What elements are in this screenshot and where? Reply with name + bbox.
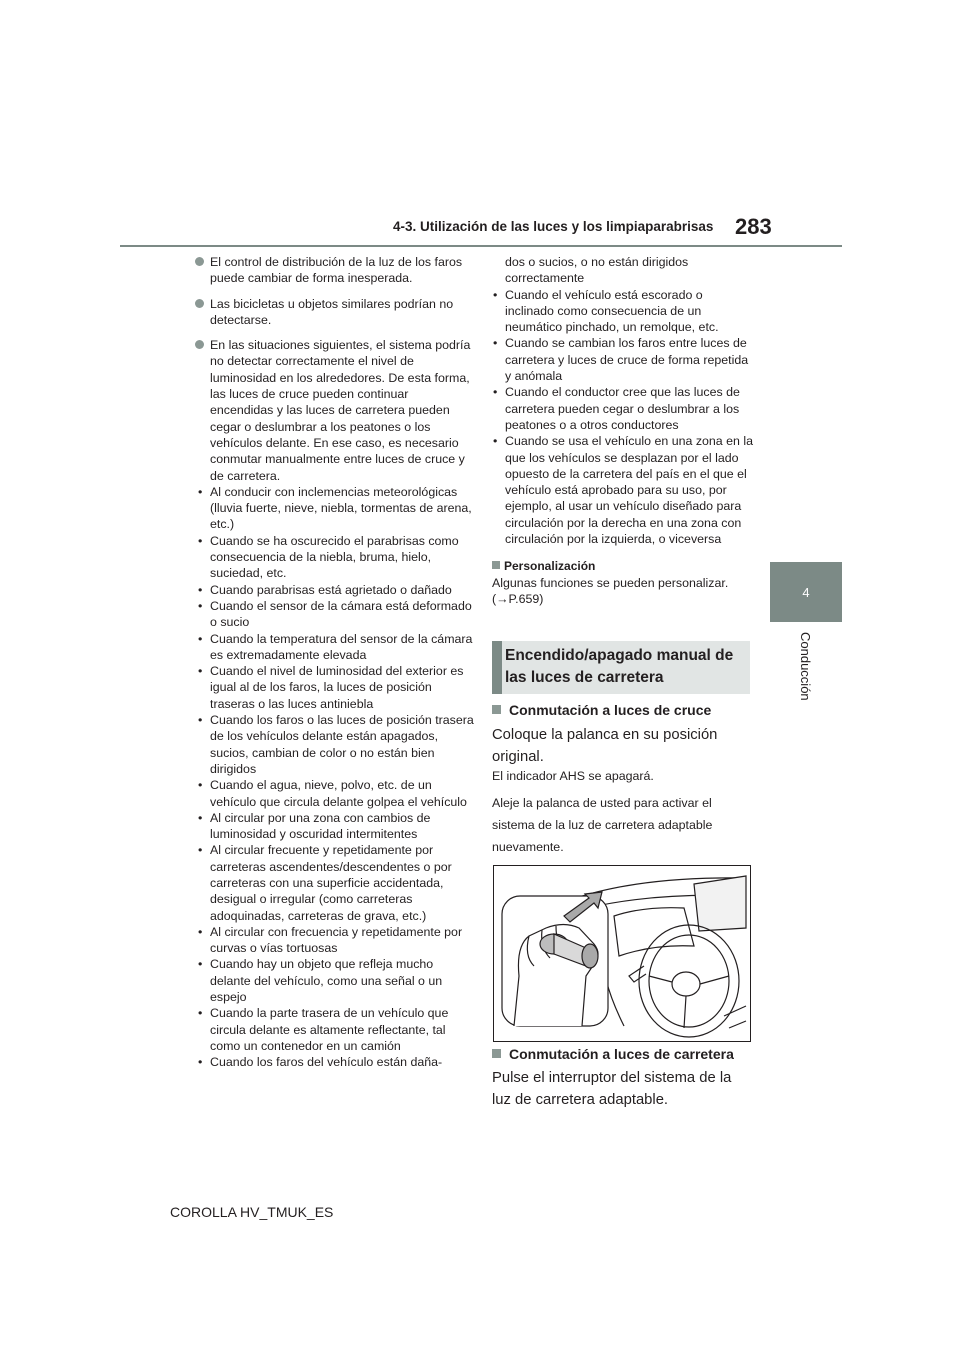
list-item: • Cuando el nivel de luminosidad del exterior es igual al de los faros, la luces de posición traseras o las luces antiniebla <box>198 664 464 711</box>
list-item: • Cuando hay un objeto que refleja mucho delante del vehículo, como una señal o un espejo <box>198 957 443 1005</box>
switch-low-instruction: Coloque la palanca en su posición original. <box>492 727 718 765</box>
lever-illustration <box>493 865 751 1042</box>
list-item: • Cuando el conductor cree que las luces de carretera pueden cegar o deslumbrar a los peatones o a otros conductores <box>493 385 740 432</box>
personalization-text: Algunas funciones se pueden personalizar. <box>492 575 729 590</box>
switch-low-heading: Conmutación a luces de cruce <box>492 702 711 718</box>
list-item: • Al circular frecuente y repetidamente por carreteras ascendentes/descendentes o por carreteras con una superficie accidentada, desigual o irregular (como carreteras adoquinadas, carreteras de grava, etc.) <box>198 843 452 923</box>
list-item: • Al conducir con inclemencias meteorológicas (lluvia fuerte, nieve, niebla, tormentas de arena, etc.) <box>198 484 472 532</box>
list-item: • Cuando el sensor de la cámara está deformado o sucio <box>198 598 472 630</box>
bullet-item: En las situaciones siguientes, el sistema podría no detectar correctamente el nivel de luminosidad en los alrededores. De esta forma, las luces de cruce pueden continuar encendidas y las luces de carretera pueden cegar o deslumbrar a los peatones o los vehículos delante. En ese caso, es necesario conmutar manualmente entre luces de cruce y de carretera. <box>195 337 475 484</box>
list-item: • Cuando parabrisas está agrietado o dañado <box>198 582 452 597</box>
right-column <box>492 254 754 607</box>
list-item: • Cuando la temperatura del sensor de la cámara es extremadamente elevada <box>198 631 473 662</box>
left-column <box>195 254 475 1071</box>
section-title: Encendido/apagado manual de las luces de carretera <box>505 647 734 686</box>
square-bullet-icon <box>492 705 501 714</box>
list-item: • Cuando los faros del vehículo están daña- <box>198 1055 443 1070</box>
bullet-item: El control de distribución de la luz de los faros puede cambiar de forma inesperada. <box>195 254 475 287</box>
bullet-item: Las bicicletas u objetos similares podrían no detectarse. <box>195 296 475 329</box>
bullet-dot-icon <box>195 257 204 266</box>
list-item: • Cuando el vehículo está escorado o inclinado como consecuencia de un neumático pinchado, un remolque, etc. <box>493 287 719 335</box>
switch-high-heading: Conmutación a luces de carretera <box>492 1046 734 1062</box>
list-item-continuation: dos o sucios, o no están dirigidos correctamente <box>505 255 689 286</box>
list-item: • Al circular con frecuencia y repetidamente por curvas o vías tortuosas <box>198 924 463 956</box>
list-item: • Cuando se cambian los faros entre luces de carretera y luces de cruce de forma repetida y anómala <box>493 336 749 384</box>
list-item: • Cuando los faros o las luces de posición trasera de los vehículos delante están apagados, sucios, cambian de color o no están bien dirigidos <box>198 713 474 776</box>
footer-model: COROLLA HV_TMUK_ES <box>170 1204 334 1220</box>
header-title: 4-3. Utilización de las luces y los limpiaparabrisas <box>393 219 714 234</box>
switch-low-note: Aleje la palanca de usted para activar el sistema de la luz de carretera adaptable nuevamente. <box>492 796 713 854</box>
bullet-dot-icon <box>195 340 204 349</box>
square-bullet-icon <box>492 1049 501 1058</box>
bullet-dot-icon <box>195 299 204 308</box>
personalization-heading: Personalización <box>492 558 754 574</box>
page-number: 283 <box>735 214 772 239</box>
page-reference-link[interactable]: (→P.659) <box>492 591 544 606</box>
list-item: • Cuando la parte trasera de un vehículo que circula delante es altamente reflectante, tal como un contenedor en un camión <box>198 1006 449 1053</box>
switch-high-instruction: Pulse el interruptor del sistema de la luz de carretera adaptable. <box>492 1070 732 1108</box>
square-bullet-icon <box>492 561 500 569</box>
switch-low-note: El indicador AHS se apagará. <box>492 769 654 783</box>
chapter-number: 4 <box>802 584 810 600</box>
list-item: • Cuando se usa el vehículo en una zona en la que los vehículos se desplazan por el lado opuesto de la carretera del país en el que el vehículo está aprobado para su uso, por ejemplo, al usar un vehículo diseñado para circulación por la derecha en una zona con circulación por la izquierda, o viceversa <box>493 434 753 547</box>
section-title-box <box>492 641 750 694</box>
list-item: • Al circular por una zona con cambios de luminosidad y oscuridad intermitentes <box>198 810 431 842</box>
chapter-tab[interactable] <box>770 562 842 622</box>
list-item: • Cuando el agua, nieve, polvo, etc. de un vehículo que circula delante golpea el vehículo <box>198 778 467 809</box>
header-rule <box>120 245 842 247</box>
list-item: • Cuando se ha oscurecido el parabrisas como consecuencia de la niebla, bruma, hielo, suciedad, etc. <box>198 533 459 581</box>
